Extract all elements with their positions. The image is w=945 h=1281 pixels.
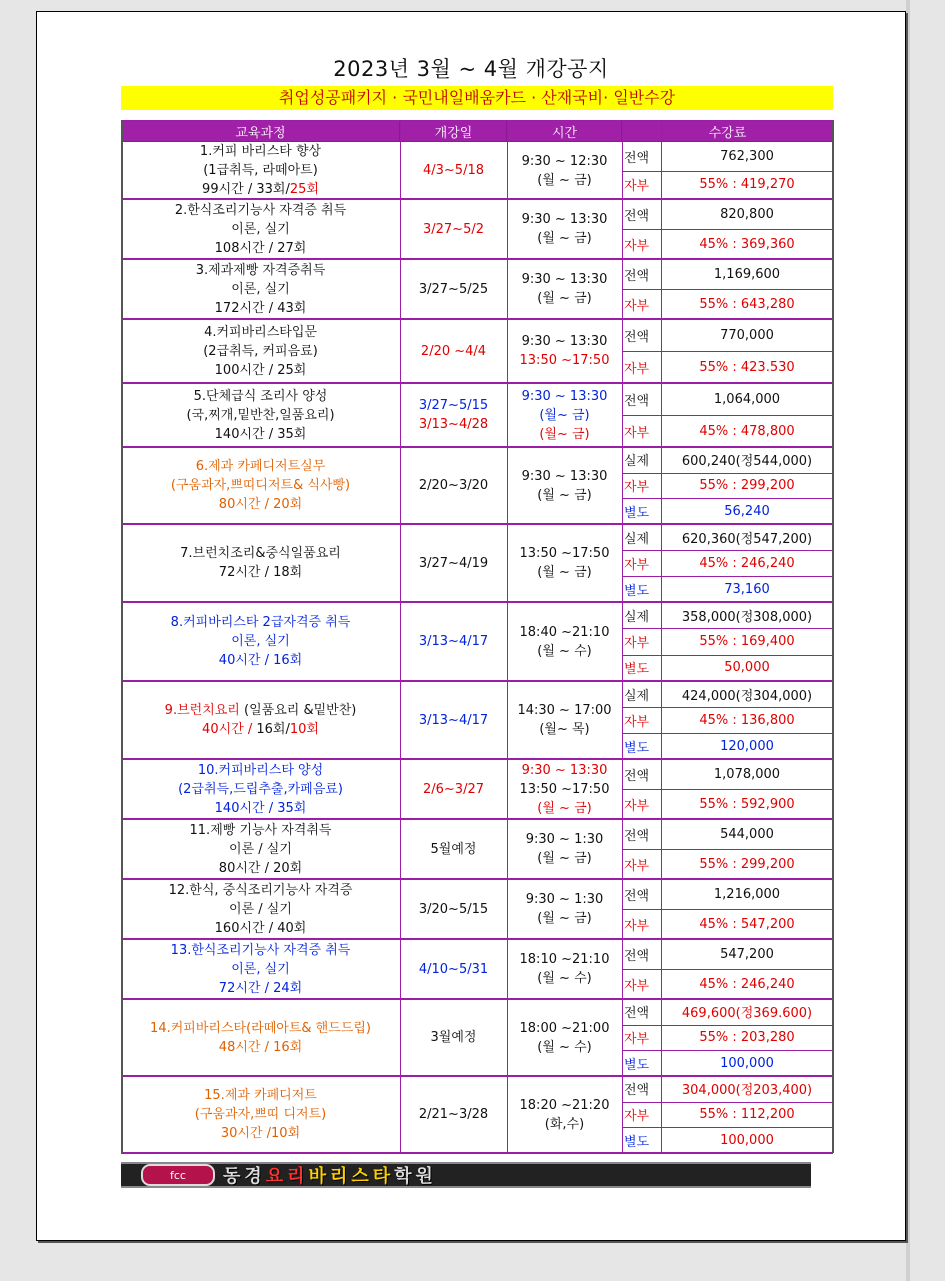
class-time bbox=[507, 939, 622, 999]
fee-type-label: 자부 bbox=[624, 425, 650, 441]
fee-amount: 55% : 299,200 bbox=[699, 856, 795, 872]
class-time-line: (월 ~ 금) bbox=[537, 291, 592, 306]
text-run: (2급취득,드립추출,카페음료) bbox=[178, 781, 343, 797]
course-name-line bbox=[198, 761, 323, 780]
fee-amount: 600,240(정544,000) bbox=[681, 454, 813, 470]
column-divider bbox=[121, 120, 123, 1153]
start-date bbox=[400, 819, 507, 879]
fee-divider bbox=[622, 1025, 833, 1026]
fee-amount: 55% : 203,280 bbox=[699, 1029, 795, 1045]
fee-amount: 45% : 478,800 bbox=[699, 423, 795, 439]
course-name-line bbox=[215, 299, 307, 318]
start-date-line: 4/3~5/18 bbox=[422, 163, 484, 178]
text-run: 30시간 /10회 bbox=[220, 1126, 301, 1141]
fee-type-label: 전액 bbox=[624, 329, 650, 345]
class-time-line: (월~ 목) bbox=[539, 722, 590, 737]
text-run: 이론, 실기 bbox=[231, 281, 290, 297]
fee-divider bbox=[622, 969, 833, 970]
start-date bbox=[400, 999, 507, 1076]
course-name bbox=[121, 759, 400, 819]
class-time-line: 13:50 ~17:50 bbox=[519, 546, 610, 561]
course-name bbox=[121, 259, 400, 319]
class-time-line: 9:30 ~ 1:30 bbox=[525, 832, 604, 847]
start-date-line: 2/20 ~4/4 bbox=[420, 343, 487, 359]
course-name bbox=[121, 524, 400, 602]
text-run: 10.커피바리스타 양성 bbox=[197, 762, 324, 778]
class-time bbox=[507, 142, 622, 199]
course-name bbox=[121, 199, 400, 259]
text-run: 40시간 / 16회 bbox=[218, 653, 303, 668]
class-time-line: 13:50 ~17:50 bbox=[519, 353, 610, 368]
course-name-line bbox=[219, 495, 302, 514]
fee-divider bbox=[622, 1127, 833, 1128]
fee-type-label: 전액 bbox=[624, 768, 650, 784]
fee-type-label: 별도 bbox=[624, 1057, 650, 1073]
text-run: (2급취득, 커피음료) bbox=[203, 343, 318, 359]
fee-amount: 45% : 136,800 bbox=[699, 712, 795, 728]
text-run: 80시간 / 20회 bbox=[218, 860, 303, 876]
text-run: 16회/ bbox=[252, 722, 290, 737]
fee-amount: 55% : 592,900 bbox=[699, 796, 795, 812]
fee-amount: 55% : 419,270 bbox=[699, 177, 795, 193]
start-date bbox=[400, 142, 507, 199]
fee-type-label: 별도 bbox=[624, 1134, 650, 1150]
class-time-line: 18:20 ~21:20 bbox=[519, 1097, 610, 1113]
text-run: 80시간 / 20회 bbox=[218, 497, 303, 512]
fee-type-label: 전액 bbox=[624, 948, 650, 964]
fee-type-label: 자부 bbox=[624, 479, 650, 495]
fee-type-label: 자부 bbox=[624, 978, 650, 994]
column-divider bbox=[622, 120, 623, 1153]
fee-amount: 56,240 bbox=[724, 503, 770, 519]
start-date-line: 3/13~4/17 bbox=[418, 712, 489, 728]
fee-divider bbox=[622, 733, 833, 734]
fee-amount: 770,000 bbox=[720, 327, 774, 343]
start-date bbox=[400, 259, 507, 319]
window-scrollbar-track bbox=[906, 0, 910, 1281]
class-time-line: 9:30 ~ 13:30 bbox=[521, 212, 608, 227]
fee-type-label: 자부 bbox=[624, 557, 650, 573]
text-run: 7.브런치조리&중식일품요리 bbox=[180, 546, 341, 561]
text-run: 11.제빵 기능사 자격취득 bbox=[189, 822, 332, 838]
fee-amount: 45% : 246,240 bbox=[699, 976, 795, 992]
class-time-line: 9:30 ~ 12:30 bbox=[521, 153, 608, 169]
text-run: 이론 / 실기 bbox=[229, 901, 292, 917]
start-date bbox=[400, 681, 507, 759]
course-name-line bbox=[204, 1086, 317, 1105]
course-name-line bbox=[171, 476, 350, 495]
fee-divider bbox=[622, 550, 833, 551]
course-name-line bbox=[202, 180, 319, 199]
fee-type-label: 전액 bbox=[624, 208, 650, 224]
course-name-line bbox=[229, 900, 292, 919]
class-time-line: 18:40 ~21:10 bbox=[519, 624, 610, 640]
academy-name bbox=[223, 1162, 437, 1188]
fee-type-label: 전액 bbox=[624, 1083, 650, 1099]
start-date-line: 3/13~4/17 bbox=[418, 634, 489, 649]
text-run: 5.단체급식 조리사 양성 bbox=[193, 388, 328, 404]
course-name-line bbox=[231, 632, 290, 651]
course-table bbox=[121, 120, 833, 1154]
start-date-line: 3/27~5/2 bbox=[422, 221, 484, 237]
class-time bbox=[507, 447, 622, 524]
fee-divider bbox=[622, 628, 833, 629]
text-run: 1.커피 바리스타 향상 bbox=[199, 144, 322, 159]
course-name-line bbox=[196, 261, 326, 280]
course-name-line bbox=[215, 919, 307, 938]
course-name-line bbox=[203, 342, 318, 361]
text-run: 140시간 / 35회 bbox=[214, 426, 307, 442]
fee-type-label: 전액 bbox=[624, 393, 650, 409]
text-run: (1급취득, 라떼아트) bbox=[203, 163, 318, 178]
fee-divider bbox=[622, 289, 833, 290]
text-run: 14.커피바리스타(라떼아트& 핸드드립) bbox=[150, 1020, 371, 1036]
fee-amount: 73,160 bbox=[724, 581, 770, 597]
course-name-line bbox=[229, 840, 292, 859]
text-run: 108시간 / 27회 bbox=[214, 240, 307, 256]
class-time bbox=[507, 199, 622, 259]
fee-amount: 55% : 299,200 bbox=[699, 477, 795, 493]
fee-type-label: 별도 bbox=[624, 505, 650, 521]
fee-amount: 55% : 112,200 bbox=[699, 1106, 795, 1122]
academy-banner bbox=[121, 1162, 811, 1188]
start-date-line: 3/13~4/28 bbox=[418, 417, 489, 432]
fee-divider bbox=[622, 849, 833, 850]
course-name-line bbox=[215, 361, 307, 380]
class-time-line: (월 ~ 수) bbox=[537, 971, 592, 986]
fee-amount: 1,064,000 bbox=[713, 391, 781, 407]
fee-amount: 1,216,000 bbox=[713, 886, 781, 902]
course-name-line bbox=[219, 651, 302, 670]
fee-amount: 55% : 169,400 bbox=[699, 633, 795, 649]
fee-type-label: 자부 bbox=[624, 635, 650, 651]
class-time-line: 14:30 ~ 17:00 bbox=[517, 703, 612, 718]
fee-amount: 50,000 bbox=[724, 660, 770, 676]
text-run: 172시간 / 43회 bbox=[214, 300, 307, 316]
text-run: 6.제과 카페디저트실무 bbox=[195, 459, 326, 474]
course-name-line bbox=[215, 799, 307, 818]
course-name-line bbox=[180, 544, 341, 563]
course-name bbox=[121, 319, 400, 383]
class-time-line: 18:00 ~21:00 bbox=[519, 1020, 610, 1036]
fee-type-label: 실제 bbox=[624, 609, 650, 625]
course-name bbox=[121, 939, 400, 999]
text-run: 140시간 / 35회 bbox=[214, 800, 307, 816]
fee-amount: 358,000(정308,000) bbox=[681, 609, 813, 625]
class-time bbox=[507, 681, 622, 759]
fee-type-label: 자부 bbox=[624, 714, 650, 730]
text-run: 13.한식조리기능사 자격증 취득 bbox=[170, 942, 351, 958]
class-time-line: 9:30 ~ 13:30 bbox=[521, 388, 608, 404]
text-run: 10회 bbox=[289, 722, 319, 737]
start-date bbox=[400, 383, 507, 447]
fee-type-label: 실제 bbox=[624, 688, 650, 704]
fee-amount: 55% : 423.530 bbox=[699, 359, 795, 375]
fee-divider bbox=[622, 1050, 833, 1051]
text-run: 4.커피바리스타입문 bbox=[204, 324, 317, 340]
text-run: 72시간 / 24회 bbox=[218, 980, 303, 996]
text-run: (구움과자,쁘띠디저트& 식사빵) bbox=[170, 478, 351, 493]
course-name-line bbox=[165, 701, 357, 720]
text-run: 48시간 / 16회 bbox=[218, 1039, 303, 1055]
class-time bbox=[507, 383, 622, 447]
start-date bbox=[400, 199, 507, 259]
fee-divider bbox=[622, 415, 833, 416]
text-run: 이론, 실기 bbox=[231, 221, 290, 237]
fee-divider bbox=[622, 789, 833, 790]
class-time bbox=[507, 602, 622, 681]
class-time-line: (화,수) bbox=[544, 1116, 585, 1132]
fee-divider bbox=[622, 171, 833, 172]
class-time-line: (월~ 금) bbox=[539, 426, 590, 442]
course-name-line bbox=[200, 142, 321, 161]
fee-type-label: 실제 bbox=[624, 531, 650, 547]
fee-type-label: 실제 bbox=[624, 454, 650, 470]
text-run: 이론, 실기 bbox=[231, 961, 290, 977]
fee-amount: 820,800 bbox=[720, 206, 774, 222]
class-time-line: 9:30 ~ 13:30 bbox=[521, 468, 608, 484]
class-time bbox=[507, 259, 622, 319]
fee-type-label: 전액 bbox=[624, 828, 650, 844]
fee-amount: 55% : 643,280 bbox=[699, 296, 795, 312]
course-name-line bbox=[175, 201, 346, 220]
fee-amount: 544,000 bbox=[720, 826, 774, 842]
course-name bbox=[121, 879, 400, 939]
class-time-line: 18:10 ~21:10 bbox=[519, 952, 610, 967]
class-time-line: (월 ~ 금) bbox=[537, 231, 592, 246]
fee-amount: 45% : 547,200 bbox=[699, 916, 795, 932]
fcc-logo: fcc bbox=[141, 1164, 215, 1186]
course-name-line bbox=[171, 941, 351, 960]
class-time bbox=[507, 879, 622, 939]
text-run: 8.커피바리스타 2급자격증 취득 bbox=[170, 615, 351, 630]
text-run: 40시간 / bbox=[202, 722, 253, 737]
course-name bbox=[121, 819, 400, 879]
academy-name-part: 학원 bbox=[394, 1166, 437, 1187]
course-name-line bbox=[194, 387, 328, 406]
class-time-line: (월~ 금) bbox=[539, 407, 590, 423]
course-name-line bbox=[231, 960, 290, 979]
start-date-line: 3/20~5/15 bbox=[418, 901, 489, 917]
academy-name-part: 동경 bbox=[223, 1166, 266, 1187]
header-course: 교육과정 bbox=[121, 120, 400, 142]
academy-name-part: 바리스타 bbox=[308, 1166, 395, 1187]
fee-amount: 120,000 bbox=[720, 738, 774, 754]
subtitle-banner: 취업성공패키지 · 국민내일배움카드 · 산재국비· 일반수강 bbox=[121, 86, 833, 110]
course-name-line bbox=[204, 323, 317, 342]
course-name bbox=[121, 383, 400, 447]
document-page bbox=[36, 11, 906, 1241]
course-name bbox=[121, 602, 400, 681]
text-run: 9.브런치요리 bbox=[164, 703, 240, 718]
course-name-line bbox=[219, 563, 302, 582]
course-name-line bbox=[196, 457, 326, 476]
text-run: 160시간 / 40회 bbox=[214, 920, 307, 936]
fee-type-label: 별도 bbox=[624, 662, 650, 678]
class-time-line: (월 ~ 금) bbox=[537, 800, 592, 816]
start-date-line: 2/20~3/20 bbox=[418, 478, 489, 493]
start-date bbox=[400, 879, 507, 939]
fee-amount: 762,300 bbox=[720, 148, 774, 164]
start-date bbox=[400, 939, 507, 999]
fee-type-label: 전액 bbox=[624, 268, 650, 284]
class-time-line: 13:50 ~17:50 bbox=[519, 781, 610, 797]
start-date bbox=[400, 524, 507, 602]
header-start-date: 개강일 bbox=[400, 120, 507, 142]
start-date-line: 3/27~5/25 bbox=[418, 281, 489, 297]
start-date-line: 2/21~3/28 bbox=[418, 1107, 489, 1122]
fee-amount: 424,000(정304,000) bbox=[681, 688, 813, 704]
class-time bbox=[507, 319, 622, 383]
course-name-line bbox=[186, 406, 334, 425]
table-top-border bbox=[121, 120, 833, 121]
text-run: 25회 bbox=[289, 182, 319, 197]
fee-amount: 547,200 bbox=[720, 946, 774, 962]
course-name bbox=[121, 1076, 400, 1153]
fee-type-label: 전액 bbox=[624, 1006, 650, 1022]
header-fee: 수강료 bbox=[622, 120, 833, 142]
start-date bbox=[400, 759, 507, 819]
fee-type-label: 자부 bbox=[624, 918, 650, 934]
class-time bbox=[507, 759, 622, 819]
class-time bbox=[507, 819, 622, 879]
fee-type-label: 자부 bbox=[624, 858, 650, 874]
course-name-line bbox=[190, 821, 332, 840]
course-name-line bbox=[219, 1038, 302, 1057]
text-run: 2.한식조리기능사 자격증 취득 bbox=[174, 202, 347, 218]
fee-type-label: 별도 bbox=[624, 583, 650, 599]
text-run: 15.제과 카페디저트 bbox=[204, 1088, 317, 1103]
course-name-line bbox=[221, 1124, 300, 1143]
text-run: 3.제과제빵 자격증취득 bbox=[195, 262, 326, 278]
class-time-line: (월 ~ 금) bbox=[537, 487, 592, 503]
fee-divider bbox=[622, 655, 833, 656]
text-run: (일품요리 &밑반찬) bbox=[239, 703, 357, 718]
course-name-line bbox=[203, 161, 318, 180]
fee-amount: 100,000 bbox=[720, 1132, 774, 1148]
text-run: 99시간 / 33회/ bbox=[202, 182, 290, 197]
column-divider bbox=[661, 120, 662, 1153]
start-date bbox=[400, 319, 507, 383]
fee-divider bbox=[622, 351, 833, 352]
class-time-line: (월 ~ 금) bbox=[537, 172, 592, 188]
text-run: (국,찌개,밑반찬,일품요리) bbox=[186, 407, 335, 423]
class-time bbox=[507, 524, 622, 602]
course-name-line bbox=[219, 859, 302, 878]
course-name-line bbox=[231, 220, 290, 239]
fee-type-label: 별도 bbox=[624, 740, 650, 756]
fee-divider bbox=[622, 498, 833, 499]
fee-amount: 304,000(정203,400) bbox=[681, 1083, 813, 1099]
fee-type-label: 전액 bbox=[624, 888, 650, 904]
fee-amount: 45% : 246,240 bbox=[699, 555, 795, 571]
text-run: 100시간 / 25회 bbox=[214, 362, 307, 378]
start-date bbox=[400, 1076, 507, 1153]
fee-amount: 469,600(정369.600) bbox=[681, 1006, 813, 1022]
start-date-line: 4/10~5/31 bbox=[418, 961, 489, 977]
start-date-line: 5월예정 bbox=[430, 841, 477, 857]
course-name-line bbox=[150, 1019, 371, 1038]
column-divider bbox=[507, 120, 508, 1153]
text-run: 이론 / 실기 bbox=[229, 841, 292, 857]
fee-type-label: 자부 bbox=[624, 238, 650, 254]
course-name-line bbox=[215, 239, 307, 258]
academy-name-part: 요리 bbox=[265, 1166, 309, 1187]
column-divider bbox=[400, 120, 401, 1153]
course-name-line bbox=[195, 1105, 326, 1124]
fee-divider bbox=[622, 473, 833, 474]
fee-amount: 620,360(정547,200) bbox=[681, 531, 813, 547]
row-divider bbox=[121, 1152, 833, 1154]
class-time-line: (월 ~ 수) bbox=[537, 1039, 592, 1055]
class-time-line: 9:30 ~ 13:30 bbox=[521, 272, 608, 287]
class-time-line: (월 ~ 금) bbox=[537, 911, 592, 926]
course-name-line bbox=[202, 720, 319, 739]
fee-type-label: 자부 bbox=[624, 1108, 650, 1124]
class-time-line: 9:30 ~ 13:30 bbox=[521, 334, 608, 349]
start-date-line: 2/6~3/27 bbox=[422, 781, 484, 797]
class-time-line: 9:30 ~ 13:30 bbox=[521, 762, 608, 778]
fee-divider bbox=[622, 909, 833, 910]
fee-amount: 100,000 bbox=[720, 1055, 774, 1071]
class-time-line: 9:30 ~ 1:30 bbox=[525, 892, 604, 907]
fee-divider bbox=[622, 1102, 833, 1103]
course-name bbox=[121, 999, 400, 1076]
fee-type-label: 자부 bbox=[624, 798, 650, 814]
course-name-line bbox=[171, 613, 351, 632]
fee-amount: 1,169,600 bbox=[713, 266, 781, 282]
class-time-line: (월 ~ 금) bbox=[537, 565, 592, 580]
page-title: 2023년 3월 ~ 4월 개강공지 bbox=[333, 57, 609, 81]
fee-divider bbox=[622, 576, 833, 577]
column-divider bbox=[832, 120, 834, 1153]
class-time-line: (월 ~ 수) bbox=[537, 643, 592, 659]
course-name bbox=[121, 447, 400, 524]
course-name-line bbox=[169, 881, 353, 900]
text-run: (구움과자,쁘띠 디저트) bbox=[194, 1107, 327, 1122]
fee-divider bbox=[622, 229, 833, 230]
course-name-line bbox=[219, 979, 302, 998]
course-name-line bbox=[231, 280, 290, 299]
header-time: 시간 bbox=[507, 120, 622, 142]
fee-type-label: 자부 bbox=[624, 1031, 650, 1047]
start-date-line: 3/27~5/15 bbox=[418, 398, 489, 413]
class-time bbox=[507, 999, 622, 1076]
fee-type-label: 전액 bbox=[624, 150, 650, 166]
start-date-line: 3/27~4/19 bbox=[418, 555, 489, 571]
start-date bbox=[400, 447, 507, 524]
fee-type-label: 자부 bbox=[624, 179, 650, 195]
text-run: 72시간 / 18회 bbox=[218, 565, 303, 580]
class-time-line: (월 ~ 금) bbox=[537, 851, 592, 866]
course-name-line bbox=[178, 780, 343, 799]
text-run: 12.한식, 중식조리기능사 자격증 bbox=[168, 882, 353, 898]
fee-type-label: 자부 bbox=[624, 298, 650, 314]
fee-divider bbox=[622, 707, 833, 708]
class-time bbox=[507, 1076, 622, 1153]
text-run: 이론, 실기 bbox=[231, 634, 290, 649]
start-date-line: 3월예정 bbox=[430, 1030, 477, 1045]
start-date bbox=[400, 602, 507, 681]
course-name bbox=[121, 681, 400, 759]
fee-type-label: 자부 bbox=[624, 361, 650, 377]
fee-amount: 45% : 369,360 bbox=[699, 236, 795, 252]
course-name-line bbox=[215, 425, 307, 444]
course-name bbox=[121, 142, 400, 199]
fee-amount: 1,078,000 bbox=[713, 766, 781, 782]
